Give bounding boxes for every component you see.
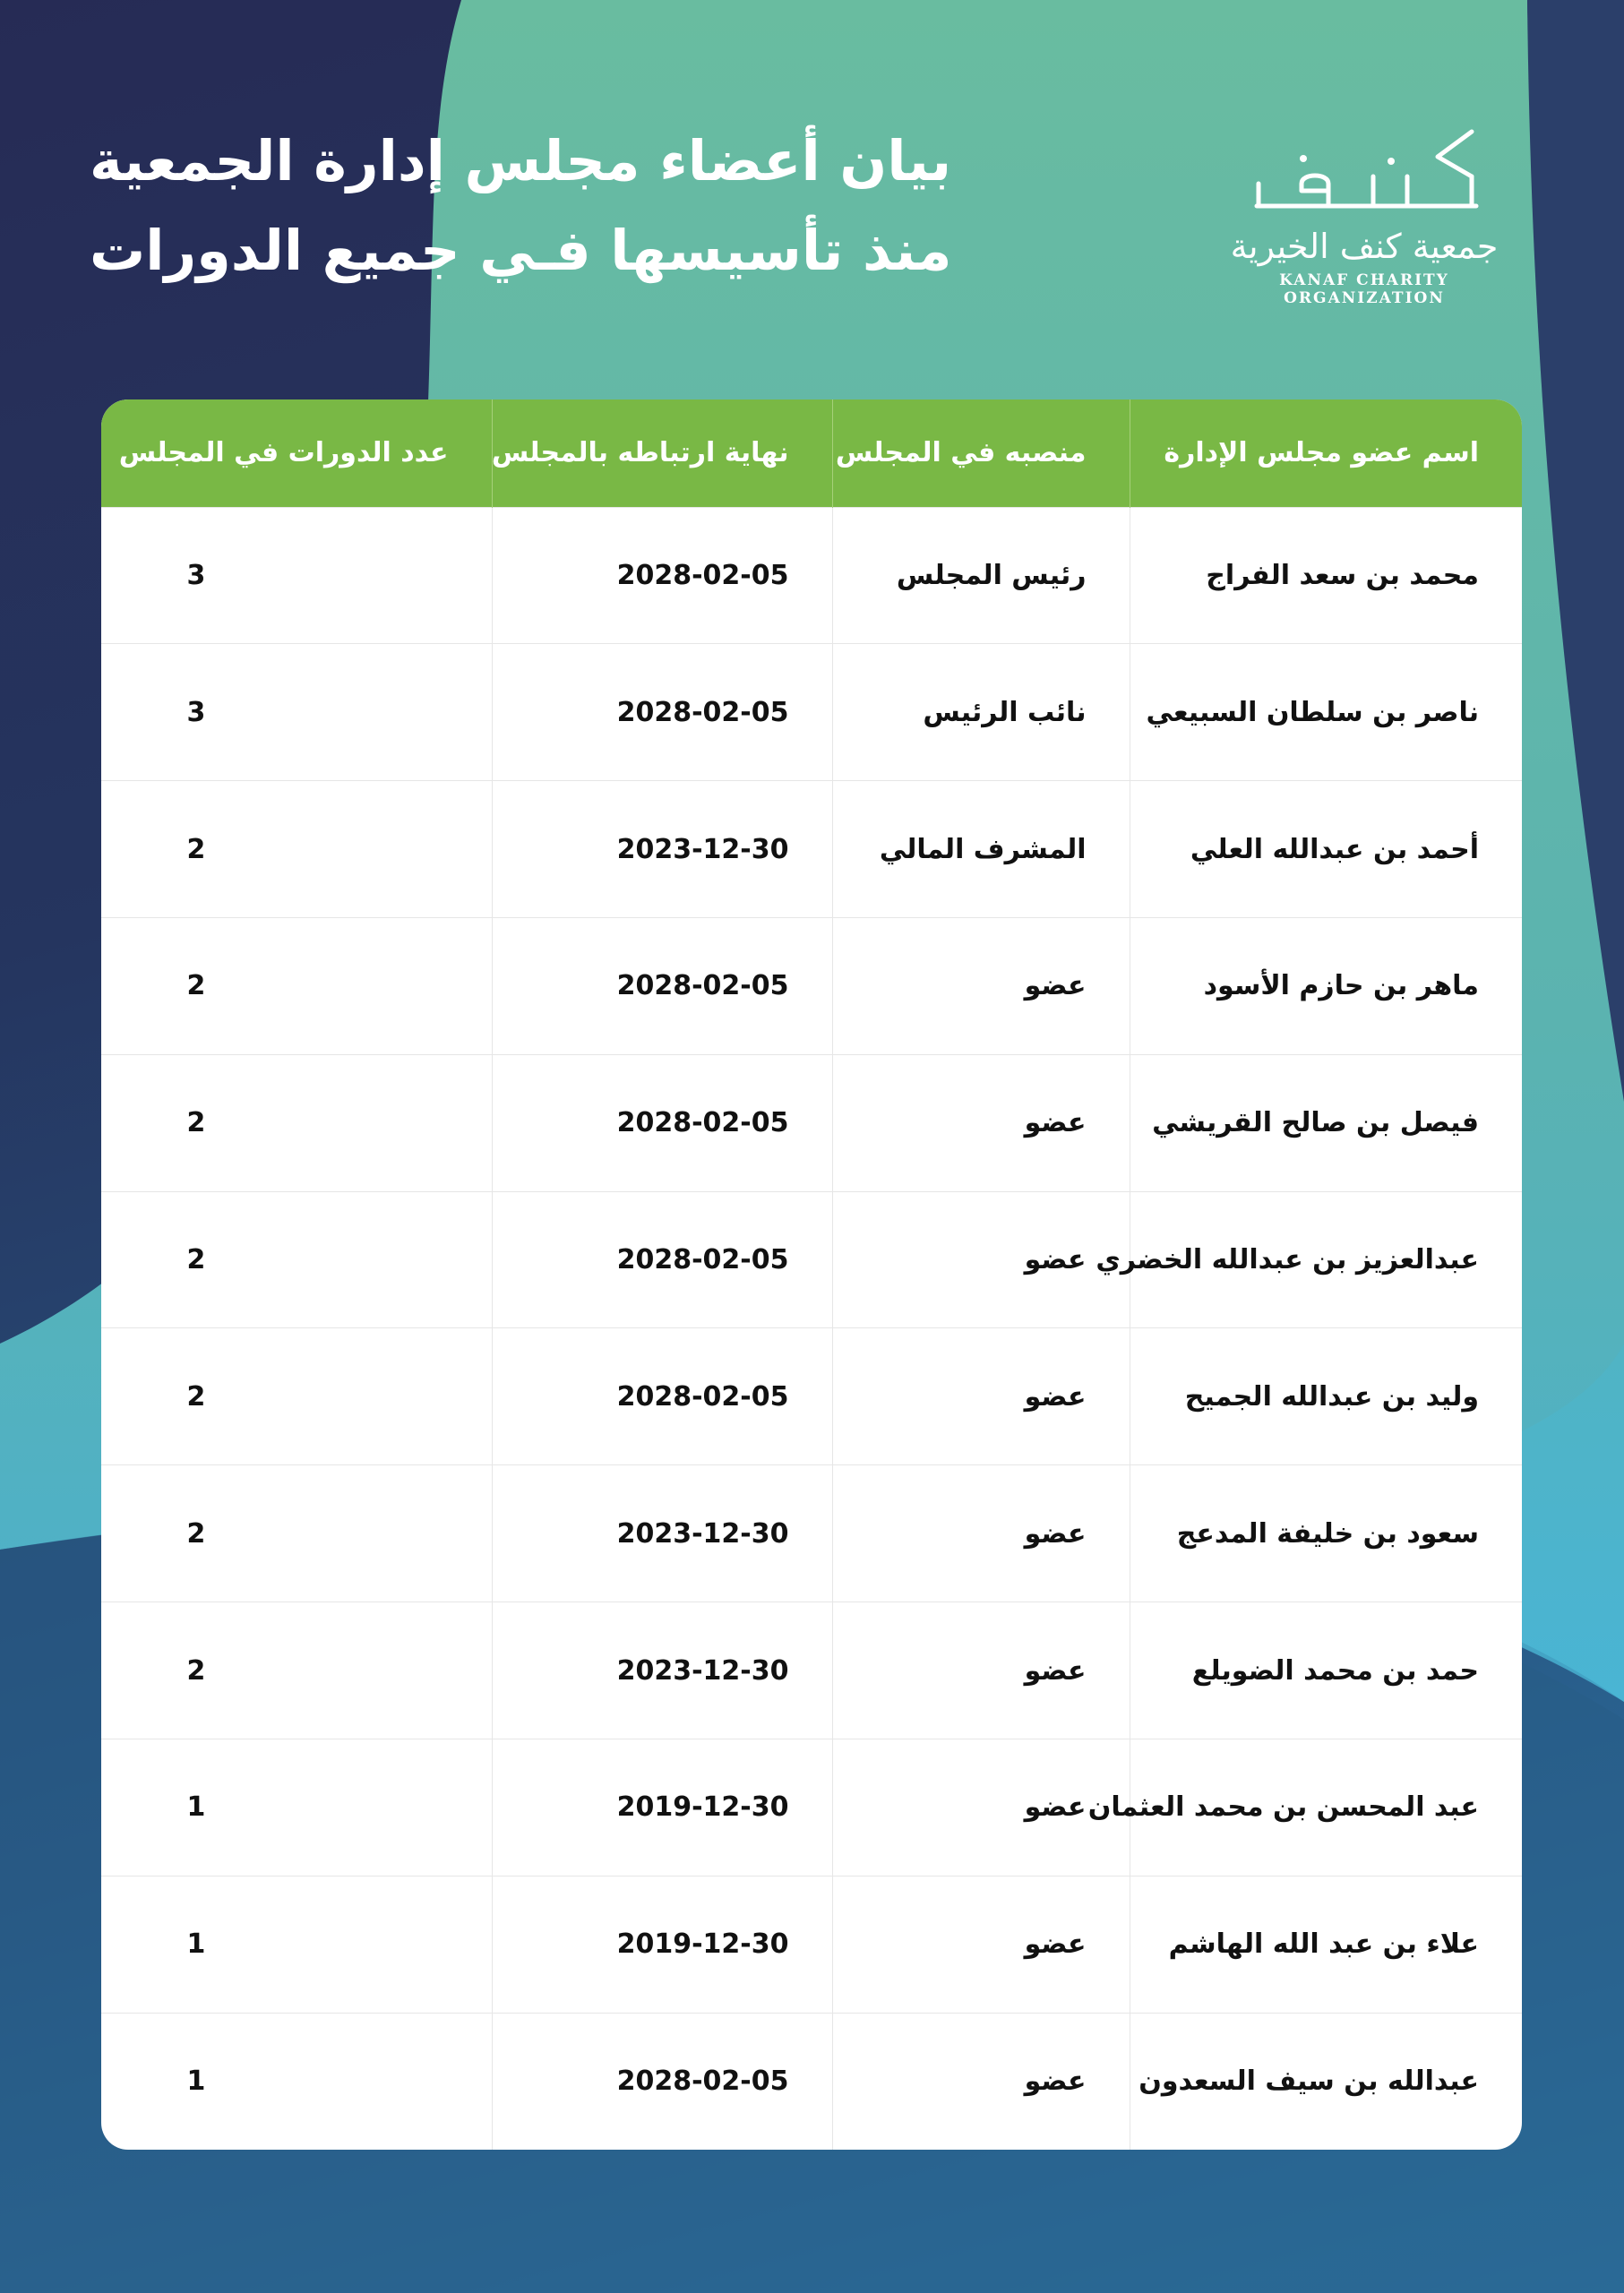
header-terms-count: عدد الدورات في المجلس <box>118 437 449 469</box>
table-row <box>101 1054 1522 1191</box>
board-members-table <box>101 399 1522 2150</box>
terms-count-cell <box>101 644 492 781</box>
page-header <box>0 0 1624 358</box>
end-date-cell: 2019-12-30 <box>492 1739 832 1876</box>
terms-count-cell <box>101 1739 492 1876</box>
end-date-cell: 2028-02-05 <box>492 1191 832 1328</box>
table-row <box>101 1328 1522 1465</box>
member-name-cell: سعود بن خليفة المدعج <box>1130 1465 1522 1602</box>
table-header-row <box>101 399 1522 507</box>
position-cell: عضو <box>832 917 1130 1054</box>
terms-count-cell <box>101 2013 492 2150</box>
terms-count-cell <box>101 1876 492 2013</box>
terms-count-value: 1 <box>186 2065 206 2098</box>
terms-count-cell <box>101 507 492 644</box>
position-cell: عضو <box>832 1191 1130 1328</box>
terms-count-value: 1 <box>186 1928 206 1961</box>
terms-count-cell <box>101 1602 492 1739</box>
terms-count-cell <box>101 781 492 918</box>
kanaf-wordmark-icon <box>1248 121 1481 219</box>
end-date-cell: 2028-02-05 <box>492 644 832 781</box>
member-name-cell: علاء بن عبد الله الهاشم <box>1130 1876 1522 2013</box>
end-date-cell: 2023-12-30 <box>492 1602 832 1739</box>
position-cell: عضو <box>832 1876 1130 2013</box>
terms-count-value: 1 <box>186 1791 206 1824</box>
table-row <box>101 644 1522 781</box>
position-cell: عضو <box>832 1602 1130 1739</box>
member-name-cell: حمد بن محمد الضويلع <box>1130 1602 1522 1739</box>
header-position: منصبه في المجلس <box>832 399 1130 507</box>
title-line-1: بيان أعضاء مجلس إدارة الجمعية <box>90 128 952 193</box>
terms-count-cell <box>101 1054 492 1191</box>
member-name-cell: ناصر بن سلطان السبيعي <box>1130 644 1522 781</box>
terms-count-cell <box>101 1465 492 1602</box>
end-date-cell: 2028-02-05 <box>492 2013 832 2150</box>
terms-count-value: 2 <box>186 1380 206 1413</box>
member-name-cell: عبد المحسن بن محمد العثمان <box>1130 1739 1522 1876</box>
terms-count-value: 2 <box>186 833 206 865</box>
end-date-cell: 2023-12-30 <box>492 781 832 918</box>
position-cell: عضو <box>832 1054 1130 1191</box>
header-end-date: نهاية ارتباطه بالمجلس <box>492 399 832 507</box>
terms-count-value: 3 <box>186 696 206 728</box>
terms-count-cell <box>101 917 492 1054</box>
table-row <box>101 2013 1522 2150</box>
end-date-cell: 2028-02-05 <box>492 1054 832 1191</box>
end-date-cell: 2028-02-05 <box>492 917 832 1054</box>
position-cell: عضو <box>832 1328 1130 1465</box>
title-line-2: منذ تأسيسها فـي جميع الدورات <box>90 218 952 283</box>
end-date-cell: 2028-02-05 <box>492 507 832 644</box>
member-name-cell: عبدالعزيز بن عبدالله الخضري <box>1130 1191 1522 1328</box>
table-row <box>101 781 1522 918</box>
table-row <box>101 917 1522 1054</box>
position-cell: عضو <box>832 2013 1130 2150</box>
organization-logo <box>1203 121 1525 313</box>
member-name-cell: ماهر بن حازم الأسود <box>1130 917 1522 1054</box>
member-name-cell: وليد بن عبدالله الجميح <box>1130 1328 1522 1465</box>
logo-arabic-name: جمعية كنف الخيرية <box>1230 227 1499 266</box>
terms-count-value: 2 <box>186 1244 206 1276</box>
member-name-cell: أحمد بن عبدالله العلي <box>1130 781 1522 918</box>
terms-count-value: 2 <box>186 1517 206 1550</box>
terms-count-value: 2 <box>186 970 206 1002</box>
table-row <box>101 1465 1522 1602</box>
table-row <box>101 1191 1522 1328</box>
position-cell: نائب الرئيس <box>832 644 1130 781</box>
position-cell: المشرف المالي <box>832 781 1130 918</box>
position-cell: عضو <box>832 1739 1130 1876</box>
terms-count-cell <box>101 1328 492 1465</box>
terms-count-value: 2 <box>186 1107 206 1139</box>
table-row <box>101 1876 1522 2013</box>
board-members-table-card <box>101 399 1522 2150</box>
page-title <box>90 116 985 296</box>
end-date-cell: 2023-12-30 <box>492 1465 832 1602</box>
end-date-cell: 2019-12-30 <box>492 1876 832 2013</box>
member-name-cell: فيصل بن صالح القريشي <box>1130 1054 1522 1191</box>
position-cell: عضو <box>832 1465 1130 1602</box>
end-date-cell: 2028-02-05 <box>492 1328 832 1465</box>
terms-count-cell <box>101 1191 492 1328</box>
terms-count-value: 3 <box>186 559 206 591</box>
logo-english-name: KANAF CHARITY ORGANIZATION <box>1279 271 1449 307</box>
header-member-name: اسم عضو مجلس الإدارة <box>1130 399 1522 507</box>
table-row <box>101 507 1522 644</box>
terms-count-value: 2 <box>186 1654 206 1687</box>
position-cell: رئيس المجلس <box>832 507 1130 644</box>
table-row <box>101 1602 1522 1739</box>
table-row <box>101 1739 1522 1876</box>
member-name-cell: عبدالله بن سيف السعدون <box>1130 2013 1522 2150</box>
member-name-cell: محمد بن سعد الفراج <box>1130 507 1522 644</box>
